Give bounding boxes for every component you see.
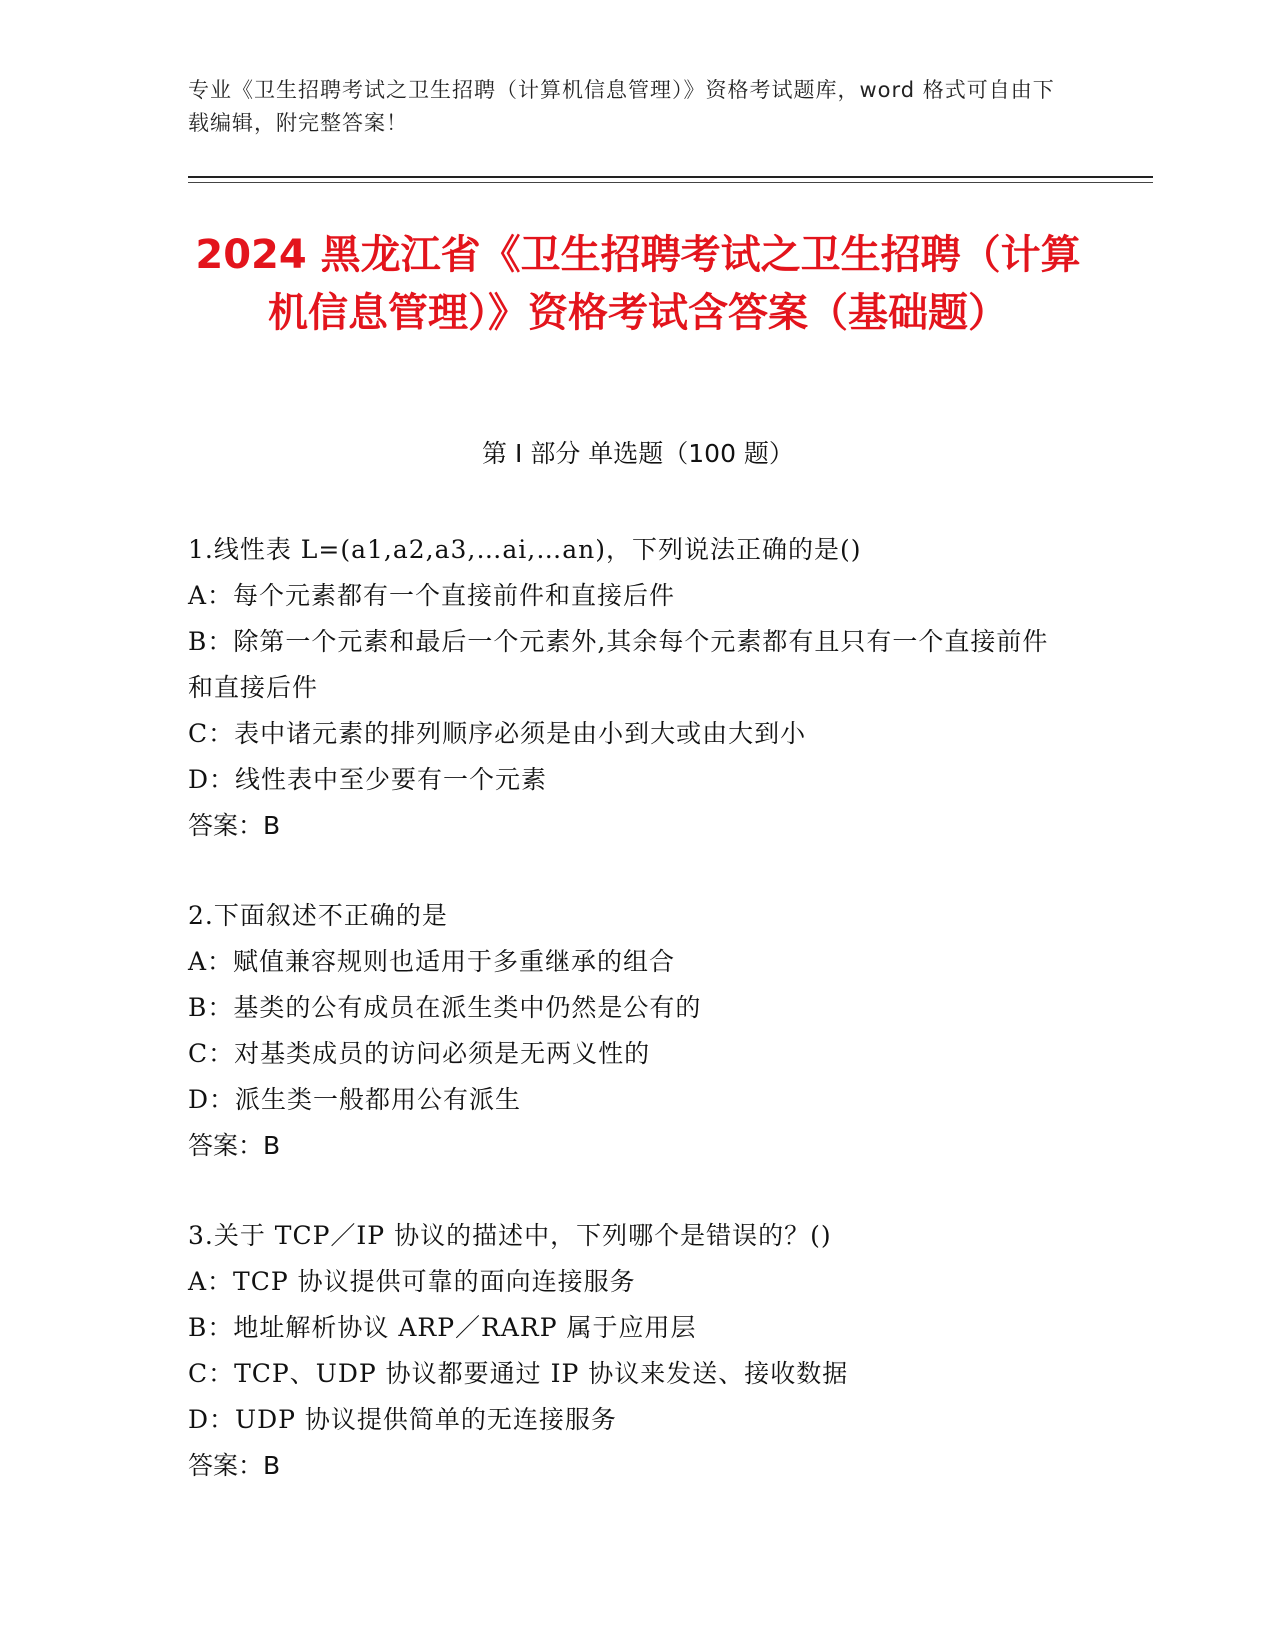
option-a: A：赋值兼容规则也适用于多重继承的组合 bbox=[188, 947, 676, 976]
option-d: D：线性表中至少要有一个元素 bbox=[188, 765, 548, 794]
question-3 bbox=[188, 1213, 1068, 1489]
question-stem: 1.线性表 L=(a1,a2,a3,…ai,…an)，下列说法正确的是() bbox=[188, 535, 862, 564]
option-c: C：TCP、UDP 协议都要通过 IP 协议来发送、接收数据 bbox=[188, 1359, 849, 1388]
question-list bbox=[188, 527, 1068, 1533]
option-c: C：对基类成员的访问必须是无两义性的 bbox=[188, 1039, 651, 1068]
section-title: 第 I 部分 单选题（100 题） bbox=[482, 439, 794, 468]
option-b: B：地址解析协议 ARP／RARP 属于应用层 bbox=[188, 1313, 697, 1342]
question-stem: 3.关于 TCP／IP 协议的描述中，下列哪个是错误的？() bbox=[188, 1221, 832, 1250]
option-d: D：派生类一般都用公有派生 bbox=[188, 1085, 522, 1114]
option-a: A：TCP 协议提供可靠的面向连接服务 bbox=[188, 1267, 636, 1296]
answer-line: 答案：B bbox=[188, 1451, 281, 1480]
header-divider-thick bbox=[188, 176, 1153, 178]
document-title: 2024 黑龙江省《卫生招聘考试之卫生招聘（计算机信息管理）》资格考试含答案（基础题） bbox=[195, 232, 1081, 336]
answer-line: 答案：B bbox=[188, 1131, 281, 1160]
option-a: A：每个元素都有一个直接前件和直接后件 bbox=[188, 581, 676, 610]
answer-line: 答案：B bbox=[188, 811, 281, 840]
question-1 bbox=[188, 527, 1068, 849]
option-b: B：基类的公有成员在派生类中仍然是公有的 bbox=[188, 993, 702, 1022]
question-stem: 2.下面叙述不正确的是 bbox=[188, 901, 448, 930]
header-divider-thin bbox=[188, 182, 1153, 183]
header-note: 专业《卫生招聘考试之卫生招聘（计算机信息管理）》资格考试题库，word 格式可自由下载编辑，附完整答案！ bbox=[188, 78, 1055, 135]
question-2 bbox=[188, 893, 1068, 1169]
option-b: B：除第一个元素和最后一个元素外,其余每个元素都有且只有一个直接前件和直接后件 bbox=[188, 627, 1049, 702]
option-d: D：UDP 协议提供简单的无连接服务 bbox=[188, 1405, 617, 1434]
option-c: C：表中诸元素的排列顺序必须是由小到大或由大到小 bbox=[188, 719, 807, 748]
